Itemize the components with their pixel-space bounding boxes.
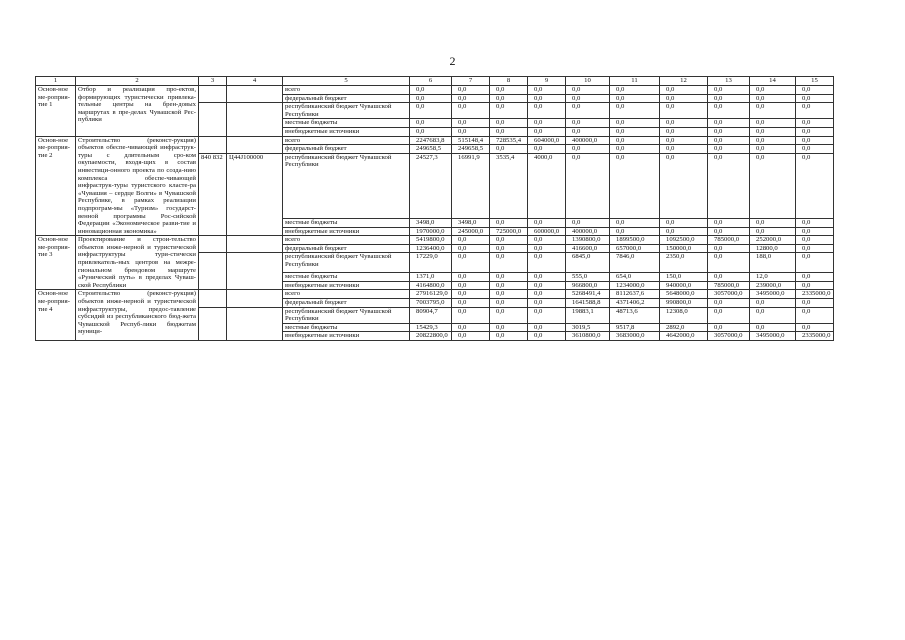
value-cell: 0,0 bbox=[796, 323, 834, 332]
value-cell: 0,0 bbox=[452, 119, 490, 128]
value-cell: 0,0 bbox=[528, 219, 566, 228]
value-cell: 0,0 bbox=[750, 323, 796, 332]
value-cell: 515148,4 bbox=[452, 136, 490, 145]
value-cell: 0,0 bbox=[528, 281, 566, 290]
value-cell: 0,0 bbox=[660, 153, 708, 218]
value-cell: 0,0 bbox=[452, 273, 490, 282]
value-cell: 0,0 bbox=[490, 236, 528, 245]
header-cell: 4 bbox=[227, 77, 283, 86]
value-cell: 657000,0 bbox=[610, 244, 660, 253]
value-cell: 0,0 bbox=[566, 153, 610, 218]
code-gr: 840 832 bbox=[199, 153, 227, 236]
value-cell: 0,0 bbox=[708, 244, 750, 253]
value-cell: 0,0 bbox=[610, 86, 660, 95]
table-row bbox=[36, 86, 834, 95]
value-cell: 0,0 bbox=[452, 253, 490, 273]
value-cell: 3057000,0 bbox=[708, 332, 750, 341]
value-cell: 4371406,2 bbox=[610, 299, 660, 308]
value-cell: 0,0 bbox=[750, 145, 796, 154]
funding-source: всего bbox=[283, 86, 410, 95]
value-cell: 0,0 bbox=[796, 103, 834, 119]
value-cell: 0,0 bbox=[610, 145, 660, 154]
value-cell: 249658,5 bbox=[410, 145, 452, 154]
measure-label: Основ-ное ме-роприя-тие 2 bbox=[36, 136, 76, 236]
code-cell bbox=[199, 236, 227, 253]
value-cell: 0,0 bbox=[796, 219, 834, 228]
value-cell: 0,0 bbox=[452, 290, 490, 299]
value-cell: 0,0 bbox=[796, 127, 834, 136]
value-cell: 2335000,0 bbox=[796, 290, 834, 299]
value-cell: 0,0 bbox=[528, 299, 566, 308]
value-cell: 0,0 bbox=[708, 299, 750, 308]
value-cell: 0,0 bbox=[708, 145, 750, 154]
value-cell: 0,0 bbox=[750, 153, 796, 218]
code-gr bbox=[199, 253, 227, 290]
value-cell: 0,0 bbox=[796, 119, 834, 128]
value-cell: 5648000,0 bbox=[660, 290, 708, 299]
header-cell: 14 bbox=[750, 77, 796, 86]
value-cell: 0,0 bbox=[490, 253, 528, 273]
value-cell: 0,0 bbox=[796, 299, 834, 308]
header-cell: 2 bbox=[76, 77, 199, 86]
value-cell: 0,0 bbox=[750, 299, 796, 308]
table-row bbox=[36, 290, 834, 299]
value-cell: 0,0 bbox=[750, 219, 796, 228]
value-cell: 0,0 bbox=[490, 219, 528, 228]
funding-source: местные бюджеты bbox=[283, 119, 410, 128]
value-cell: 940000,0 bbox=[660, 281, 708, 290]
value-cell: 12,0 bbox=[750, 273, 796, 282]
funding-source: местные бюджеты bbox=[283, 323, 410, 332]
value-cell: 19883,1 bbox=[566, 307, 610, 323]
value-cell: 0,0 bbox=[796, 136, 834, 145]
value-cell: 0,0 bbox=[708, 219, 750, 228]
value-cell: 48713,6 bbox=[610, 307, 660, 323]
activity-description: Строительство (реконст-рукция) объектов инже-нерной и туристической инфраструктуры, предос-тавление субсидий из республиканского бюд-жета Чувашской Респуб-лики бюджетам муници- bbox=[76, 290, 199, 341]
value-cell: 0,0 bbox=[528, 127, 566, 136]
value-cell: 249658,5 bbox=[452, 145, 490, 154]
value-cell: 0,0 bbox=[490, 127, 528, 136]
value-cell: 9517,8 bbox=[610, 323, 660, 332]
value-cell: 0,0 bbox=[490, 299, 528, 308]
value-cell: 0,0 bbox=[610, 127, 660, 136]
value-cell: 0,0 bbox=[452, 236, 490, 245]
value-cell: 4642000,0 bbox=[660, 332, 708, 341]
value-cell: 0,0 bbox=[610, 153, 660, 218]
value-cell: 1899500,0 bbox=[610, 236, 660, 245]
value-cell: 0,0 bbox=[452, 307, 490, 323]
value-cell: 252000,0 bbox=[750, 236, 796, 245]
value-cell: 0,0 bbox=[610, 94, 660, 103]
value-cell: 8112637,6 bbox=[610, 290, 660, 299]
value-cell: 80904,7 bbox=[410, 307, 452, 323]
value-cell: 0,0 bbox=[528, 119, 566, 128]
value-cell: 0,0 bbox=[410, 119, 452, 128]
value-cell: 0,0 bbox=[490, 86, 528, 95]
value-cell: 0,0 bbox=[750, 307, 796, 323]
activity-description: Проектирование и строи-тельство объектов инже-нерной и туристической инфраструктуры тури-стически привлекатель-ных центров на межре-гиональном брендовом маршруте «Рунический путь» в пределах Чуваш-ской Республики bbox=[76, 236, 199, 290]
value-cell: 416600,0 bbox=[566, 244, 610, 253]
value-cell: 0,0 bbox=[796, 281, 834, 290]
value-cell: 728535,4 bbox=[490, 136, 528, 145]
value-cell: 400000,0 bbox=[566, 227, 610, 236]
funding-source: федеральный бюджет bbox=[283, 94, 410, 103]
value-cell: 0,0 bbox=[750, 103, 796, 119]
value-cell: 17229,0 bbox=[410, 253, 452, 273]
value-cell: 725000,0 bbox=[490, 227, 528, 236]
header-cell: 1 bbox=[36, 77, 76, 86]
code-cell bbox=[199, 86, 227, 103]
code-cell bbox=[227, 236, 283, 253]
code-cell bbox=[199, 290, 227, 307]
value-cell: 0,0 bbox=[796, 86, 834, 95]
value-cell: 0,0 bbox=[660, 86, 708, 95]
value-cell: 7846,0 bbox=[610, 253, 660, 273]
value-cell: 0,0 bbox=[610, 103, 660, 119]
value-cell: 0,0 bbox=[452, 299, 490, 308]
value-cell: 0,0 bbox=[528, 332, 566, 341]
value-cell: 0,0 bbox=[528, 145, 566, 154]
value-cell: 1092500,0 bbox=[660, 236, 708, 245]
funding-source: внебюджетные источники bbox=[283, 127, 410, 136]
value-cell: 0,0 bbox=[490, 332, 528, 341]
value-cell: 188,0 bbox=[750, 253, 796, 273]
value-cell: 0,0 bbox=[566, 86, 610, 95]
value-cell: 0,0 bbox=[410, 127, 452, 136]
code-kbk bbox=[227, 253, 283, 290]
value-cell: 0,0 bbox=[410, 94, 452, 103]
value-cell: 0,0 bbox=[708, 273, 750, 282]
value-cell: 0,0 bbox=[796, 145, 834, 154]
value-cell: 0,0 bbox=[708, 153, 750, 218]
page-number: 2 bbox=[449, 54, 456, 68]
value-cell: 1641588,8 bbox=[566, 299, 610, 308]
budget-table bbox=[35, 76, 834, 341]
value-cell: 1234000,0 bbox=[610, 281, 660, 290]
value-cell: 12308,0 bbox=[660, 307, 708, 323]
value-cell: 0,0 bbox=[708, 94, 750, 103]
funding-source: местные бюджеты bbox=[283, 219, 410, 228]
value-cell: 0,0 bbox=[708, 86, 750, 95]
value-cell: 27916129,0 bbox=[410, 290, 452, 299]
value-cell: 0,0 bbox=[528, 94, 566, 103]
value-cell: 16991,9 bbox=[452, 153, 490, 218]
value-cell: 3683000,0 bbox=[610, 332, 660, 341]
value-cell: 0,0 bbox=[660, 94, 708, 103]
value-cell: 4164800,0 bbox=[410, 281, 452, 290]
value-cell: 0,0 bbox=[610, 227, 660, 236]
value-cell: 0,0 bbox=[528, 307, 566, 323]
funding-source: республиканский бюджет Чувашской Республики bbox=[283, 307, 410, 323]
value-cell: 990800,0 bbox=[660, 299, 708, 308]
value-cell: 966800,0 bbox=[566, 281, 610, 290]
table-row bbox=[36, 236, 834, 245]
value-cell: 3019,5 bbox=[566, 323, 610, 332]
code-cell bbox=[199, 136, 227, 153]
value-cell: 0,0 bbox=[528, 236, 566, 245]
value-cell: 0,0 bbox=[750, 127, 796, 136]
value-cell: 0,0 bbox=[796, 273, 834, 282]
code-cell bbox=[227, 86, 283, 103]
value-cell: 0,0 bbox=[708, 127, 750, 136]
code-kbk bbox=[227, 103, 283, 136]
value-cell: 0,0 bbox=[660, 227, 708, 236]
value-cell: 0,0 bbox=[660, 219, 708, 228]
value-cell: 0,0 bbox=[528, 323, 566, 332]
value-cell: 0,0 bbox=[566, 145, 610, 154]
value-cell: 0,0 bbox=[610, 136, 660, 145]
funding-source: внебюджетные источники bbox=[283, 281, 410, 290]
value-cell: 0,0 bbox=[750, 86, 796, 95]
value-cell: 0,0 bbox=[566, 94, 610, 103]
header-cell: 15 bbox=[796, 77, 834, 86]
header-cell: 7 bbox=[452, 77, 490, 86]
value-cell: 1236400,0 bbox=[410, 244, 452, 253]
activity-description: Строительство (реконст-рукция) объектов обеспе-чивающей инфраструк-туры с длительным сро-ком окупаемости, входя-щих в состав инвестици-онного проекта по созда-нию комплекса обеспе-чивающей инфраструк-туры туристского класте-ра «Чувашия – сердце Волги» в Чувашской Республике, в рамках реализации подпрограм-мы «Туризм» государст-венной программы Рос-сийской Федерации «Экономическое разви-тие и инновационная экономика» bbox=[76, 136, 199, 236]
value-cell: 6845,0 bbox=[566, 253, 610, 273]
value-cell: 600000,0 bbox=[528, 227, 566, 236]
code-kbk bbox=[227, 307, 283, 340]
value-cell: 0,0 bbox=[660, 119, 708, 128]
value-cell: 0,0 bbox=[566, 219, 610, 228]
value-cell: 0,0 bbox=[452, 127, 490, 136]
value-cell: 0,0 bbox=[452, 86, 490, 95]
value-cell: 3057000,0 bbox=[708, 290, 750, 299]
value-cell: 0,0 bbox=[528, 273, 566, 282]
value-cell: 3535,4 bbox=[490, 153, 528, 218]
value-cell: 0,0 bbox=[660, 136, 708, 145]
value-cell: 245000,0 bbox=[452, 227, 490, 236]
value-cell: 0,0 bbox=[490, 307, 528, 323]
value-cell: 0,0 bbox=[708, 253, 750, 273]
value-cell: 0,0 bbox=[528, 86, 566, 95]
measure-label: Основ-ное ме-роприя-тие 1 bbox=[36, 86, 76, 137]
value-cell: 0,0 bbox=[528, 253, 566, 273]
value-cell: 3498,0 bbox=[452, 219, 490, 228]
value-cell: 0,0 bbox=[528, 290, 566, 299]
value-cell: 0,0 bbox=[410, 86, 452, 95]
value-cell: 4000,0 bbox=[528, 153, 566, 218]
value-cell: 0,0 bbox=[796, 227, 834, 236]
value-cell: 2350,0 bbox=[660, 253, 708, 273]
table-row bbox=[36, 136, 834, 145]
funding-source: местные бюджеты bbox=[283, 273, 410, 282]
value-cell: 0,0 bbox=[490, 290, 528, 299]
value-cell: 0,0 bbox=[490, 323, 528, 332]
header-cell: 3 bbox=[199, 77, 227, 86]
code-cell bbox=[227, 136, 283, 153]
value-cell: 0,0 bbox=[490, 119, 528, 128]
code-gr bbox=[199, 103, 227, 136]
value-cell: 0,0 bbox=[610, 219, 660, 228]
value-cell: 12800,0 bbox=[750, 244, 796, 253]
funding-source: всего bbox=[283, 136, 410, 145]
value-cell: 0,0 bbox=[796, 244, 834, 253]
value-cell: 0,0 bbox=[708, 227, 750, 236]
funding-source: внебюджетные источники bbox=[283, 332, 410, 341]
value-cell: 0,0 bbox=[708, 136, 750, 145]
value-cell: 0,0 bbox=[490, 281, 528, 290]
value-cell: 3495000,0 bbox=[750, 290, 796, 299]
value-cell: 0,0 bbox=[708, 323, 750, 332]
funding-source: республиканский бюджет Чувашской Республики bbox=[283, 153, 410, 218]
value-cell: 654,0 bbox=[610, 273, 660, 282]
header-cell: 5 bbox=[283, 77, 410, 86]
value-cell: 0,0 bbox=[610, 119, 660, 128]
value-cell: 0,0 bbox=[490, 273, 528, 282]
value-cell: 0,0 bbox=[796, 307, 834, 323]
value-cell: 785000,0 bbox=[708, 281, 750, 290]
value-cell: 0,0 bbox=[750, 227, 796, 236]
value-cell: 785000,0 bbox=[708, 236, 750, 245]
value-cell: 0,0 bbox=[750, 119, 796, 128]
value-cell: 15429,3 bbox=[410, 323, 452, 332]
code-cell bbox=[227, 290, 283, 307]
value-cell: 3495000,0 bbox=[750, 332, 796, 341]
value-cell: 0,0 bbox=[452, 244, 490, 253]
header-cell: 12 bbox=[660, 77, 708, 86]
header-cell: 9 bbox=[528, 77, 566, 86]
value-cell: 3498,0 bbox=[410, 219, 452, 228]
value-cell: 0,0 bbox=[452, 281, 490, 290]
measure-label: Основ-ное ме-роприя-тие 3 bbox=[36, 236, 76, 290]
value-cell: 0,0 bbox=[660, 103, 708, 119]
funding-source: всего bbox=[283, 236, 410, 245]
funding-source: республиканский бюджет Чувашской Республики bbox=[283, 103, 410, 119]
value-cell: 0,0 bbox=[452, 94, 490, 103]
value-cell: 0,0 bbox=[796, 94, 834, 103]
value-cell: 5419800,0 bbox=[410, 236, 452, 245]
value-cell: 0,0 bbox=[490, 244, 528, 253]
value-cell: 150000,0 bbox=[660, 244, 708, 253]
value-cell: 0,0 bbox=[708, 307, 750, 323]
value-cell: 0,0 bbox=[452, 103, 490, 119]
value-cell: 0,0 bbox=[566, 127, 610, 136]
funding-source: федеральный бюджет bbox=[283, 299, 410, 308]
value-cell: 0,0 bbox=[796, 236, 834, 245]
value-cell: 0,0 bbox=[490, 103, 528, 119]
value-cell: 2335000,0 bbox=[796, 332, 834, 341]
funding-source: внебюджетные источники bbox=[283, 227, 410, 236]
header-row bbox=[36, 77, 834, 86]
value-cell: 1371,0 bbox=[410, 273, 452, 282]
value-cell: 239000,0 bbox=[750, 281, 796, 290]
value-cell: 0,0 bbox=[750, 94, 796, 103]
value-cell: 555,0 bbox=[566, 273, 610, 282]
value-cell: 24527,3 bbox=[410, 153, 452, 218]
header-cell: 10 bbox=[566, 77, 610, 86]
funding-source: всего bbox=[283, 290, 410, 299]
value-cell: 0,0 bbox=[566, 119, 610, 128]
value-cell: 2892,0 bbox=[660, 323, 708, 332]
value-cell: 2247683,8 bbox=[410, 136, 452, 145]
value-cell: 604000,0 bbox=[528, 136, 566, 145]
value-cell: 0,0 bbox=[452, 332, 490, 341]
header-cell: 8 bbox=[490, 77, 528, 86]
code-gr bbox=[199, 307, 227, 340]
value-cell: 0,0 bbox=[410, 103, 452, 119]
value-cell: 1970000,0 bbox=[410, 227, 452, 236]
value-cell: 3610800,0 bbox=[566, 332, 610, 341]
table-body bbox=[36, 77, 834, 341]
header-cell: 13 bbox=[708, 77, 750, 86]
value-cell: 0,0 bbox=[796, 253, 834, 273]
value-cell: 0,0 bbox=[490, 145, 528, 154]
value-cell: 20822800,0 bbox=[410, 332, 452, 341]
funding-source: федеральный бюджет bbox=[283, 244, 410, 253]
value-cell: 0,0 bbox=[528, 244, 566, 253]
value-cell: 0,0 bbox=[452, 323, 490, 332]
header-cell: 6 bbox=[410, 77, 452, 86]
value-cell: 0,0 bbox=[708, 119, 750, 128]
funding-source: республиканский бюджет Чувашской Республики bbox=[283, 253, 410, 273]
value-cell: 5268491,4 bbox=[566, 290, 610, 299]
value-cell: 7003795,0 bbox=[410, 299, 452, 308]
value-cell: 0,0 bbox=[566, 103, 610, 119]
value-cell: 0,0 bbox=[660, 127, 708, 136]
value-cell: 0,0 bbox=[660, 145, 708, 154]
value-cell: 400000,0 bbox=[566, 136, 610, 145]
value-cell: 150,0 bbox=[660, 273, 708, 282]
value-cell: 0,0 bbox=[708, 103, 750, 119]
activity-description: Отбор и реализация про-ектов, формирующих туристически привлека-тельные центры на брен-довых маршрутах в пре-делах Чувашской Рес-публики bbox=[76, 86, 199, 137]
value-cell: 0,0 bbox=[490, 94, 528, 103]
value-cell: 1390800,0 bbox=[566, 236, 610, 245]
measure-label: Основ-ное ме-роприя-тие 4 bbox=[36, 290, 76, 341]
header-cell: 11 bbox=[610, 77, 660, 86]
value-cell: 0,0 bbox=[528, 103, 566, 119]
value-cell: 0,0 bbox=[796, 153, 834, 218]
value-cell: 0,0 bbox=[750, 136, 796, 145]
funding-source: федеральный бюджет bbox=[283, 145, 410, 154]
code-kbk: Ц44J100000 bbox=[227, 153, 283, 236]
